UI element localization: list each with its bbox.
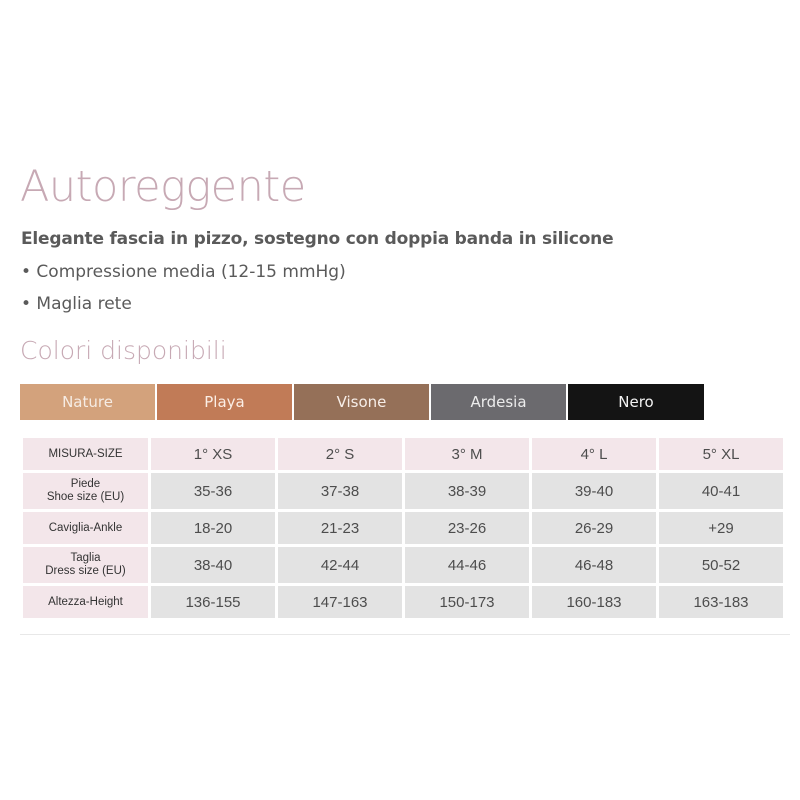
table-cell: 38-39 <box>405 473 529 509</box>
table-cell: 163-183 <box>659 586 783 618</box>
size-header-xs: 1° XS <box>151 438 275 470</box>
color-swatch-visone[interactable]: Visone <box>294 384 431 420</box>
row-label-line1: Taglia <box>70 552 101 564</box>
row-label-line2: Shoe size (EU) <box>46 491 125 503</box>
row-label-line1: Piede <box>70 478 101 490</box>
table-cell: 46-48 <box>532 547 656 583</box>
feature-bullet-mesh: • Maglia rete <box>21 294 132 314</box>
table-cell: 150-173 <box>405 586 529 618</box>
size-header-row <box>23 438 783 470</box>
table-cell: +29 <box>659 512 783 544</box>
size-header-m: 3° M <box>405 438 529 470</box>
size-chart-table <box>20 435 786 621</box>
table-cell: 18-20 <box>151 512 275 544</box>
table-cell: 23-26 <box>405 512 529 544</box>
table-cell: 44-46 <box>405 547 529 583</box>
table-row-height <box>23 586 783 618</box>
row-label-ankle: Caviglia-Ankle <box>23 512 148 544</box>
table-cell: 37-38 <box>278 473 402 509</box>
table-cell: 50-52 <box>659 547 783 583</box>
table-cell: 21-23 <box>278 512 402 544</box>
table-cell: 38-40 <box>151 547 275 583</box>
size-header-xl: 5° XL <box>659 438 783 470</box>
row-label-shoe-size <box>23 473 148 509</box>
color-swatch-nature[interactable]: Nature <box>20 384 157 420</box>
colors-heading: Colori disponibili <box>20 336 227 365</box>
row-label-height: Altezza-Height <box>23 586 148 618</box>
table-cell: 40-41 <box>659 473 783 509</box>
table-cell: 39-40 <box>532 473 656 509</box>
table-row-shoe-size <box>23 473 783 509</box>
color-swatch-ardesia[interactable]: Ardesia <box>431 384 568 420</box>
row-label-dress-size <box>23 547 148 583</box>
color-swatch-bar <box>20 384 704 420</box>
table-cell: 26-29 <box>532 512 656 544</box>
table-cell: 136-155 <box>151 586 275 618</box>
table-cell: 35-36 <box>151 473 275 509</box>
size-header-l: 4° L <box>532 438 656 470</box>
size-header-label: MISURA-SIZE <box>23 438 148 470</box>
product-subtitle: Elegante fascia in pizzo, sostegno con doppia banda in silicone <box>21 229 614 249</box>
table-cell: 147-163 <box>278 586 402 618</box>
color-swatch-nero[interactable]: Nero <box>568 384 704 420</box>
row-label-line2: Dress size (EU) <box>45 565 126 577</box>
product-title: Autoreggente <box>20 162 306 212</box>
divider <box>20 634 790 635</box>
table-cell: 160-183 <box>532 586 656 618</box>
table-cell: 42-44 <box>278 547 402 583</box>
feature-bullet-compression: • Compressione media (12-15 mmHg) <box>21 262 346 282</box>
size-header-s: 2° S <box>278 438 402 470</box>
color-swatch-playa[interactable]: Playa <box>157 384 294 420</box>
table-row-dress-size <box>23 547 783 583</box>
table-row-ankle <box>23 512 783 544</box>
